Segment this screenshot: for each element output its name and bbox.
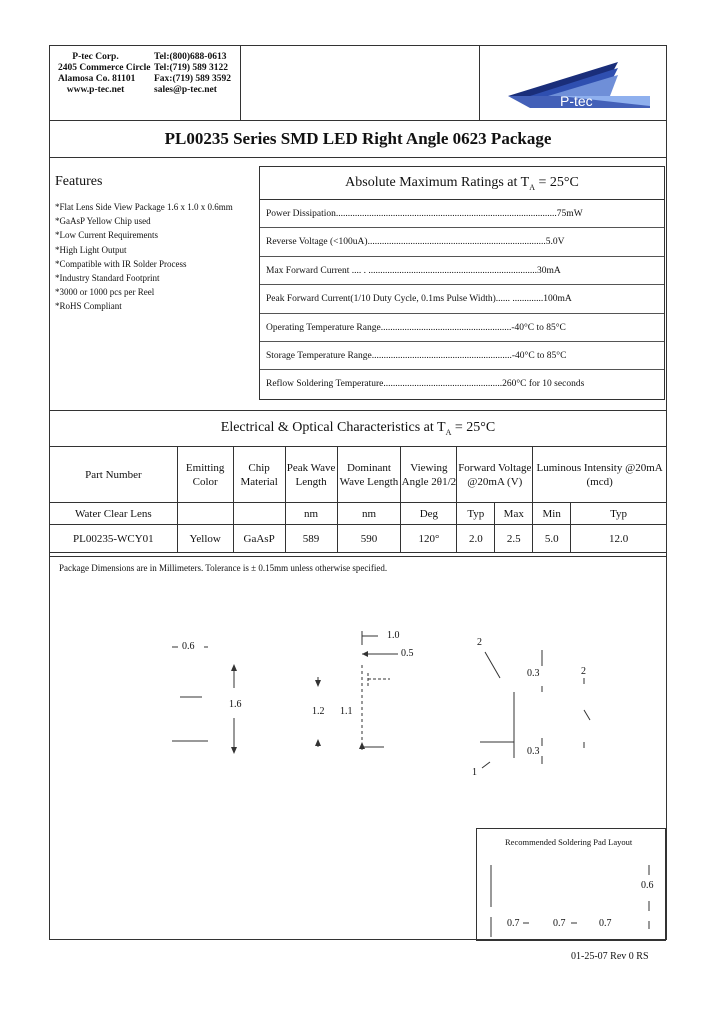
- unit-empty: [177, 503, 233, 525]
- absolute-max-ratings: [259, 166, 665, 400]
- header-divider-right: [479, 45, 480, 120]
- table-header-row: [50, 447, 667, 503]
- feature-item: *Compatible with IR Solder Process: [55, 258, 187, 269]
- cell-viewing: 120°: [401, 525, 457, 553]
- revision-footer: 01-25-07 Rev 0 RS: [571, 951, 649, 962]
- title-divider: [49, 157, 667, 158]
- company-contact: [50, 50, 240, 118]
- unit-dominant: nm: [337, 503, 401, 525]
- pad-dim-w3: 0.7: [599, 918, 612, 929]
- cell-vf-max: 2.5: [495, 525, 533, 553]
- pin-label-1: 1: [472, 767, 477, 778]
- dimension-note: Package Dimensions are in Millimeters. Tolerance is ± 0.15mm unless otherwise specified.: [59, 563, 388, 573]
- side-view-drawing: [300, 625, 430, 760]
- company-fax: Fax:(719) 589 3592: [154, 74, 232, 84]
- unit-peak: nm: [285, 503, 337, 525]
- company-tel2: Tel:(719) 589 3122: [154, 63, 229, 73]
- feature-item: *Low Current Requirements: [55, 230, 158, 241]
- dim-1-2: 1.2: [312, 706, 325, 717]
- cell-iv-min: 5.0: [533, 525, 571, 553]
- dim-0-6: 0.6: [182, 641, 195, 652]
- unit-empty: [233, 503, 285, 525]
- company-address2: Alamosa Co. 81101: [58, 74, 136, 84]
- pin-label-2: 2: [477, 637, 482, 648]
- rating-row: Operating Temperature Range.......................................................-40°C to 85°C: [260, 314, 664, 342]
- page-title: PL00235 Series SMD LED Right Angle 0623 Package: [164, 129, 552, 148]
- rating-row: Storage Temperature Range...........................................................-40°C to 85°C: [260, 342, 664, 370]
- feature-item: *RoHS Compliant: [55, 301, 122, 312]
- feature-item: *GaAsP Yellow Chip used: [55, 216, 151, 227]
- th-dominant: Dominant Wave Length: [337, 447, 401, 503]
- company-name: P-tec Corp.: [72, 52, 119, 62]
- cell-dominant: 590: [337, 525, 401, 553]
- th-color: Emitting Color: [177, 447, 233, 503]
- cell-chip: GaAsP: [233, 525, 285, 553]
- table-bottom-divider: [49, 556, 667, 557]
- th-part: Part Number: [50, 447, 178, 503]
- table-units-row: [50, 503, 667, 525]
- company-email: sales@p-tec.net: [154, 85, 217, 95]
- dim-0-5: 0.5: [401, 648, 414, 659]
- cell-vf-typ: 2.0: [457, 525, 495, 553]
- unit-vf-max: Max: [495, 503, 533, 525]
- pad-dim-w1: 0.7: [507, 918, 520, 929]
- rating-row: Reverse Voltage (<100uA)...........................................................................5.0V: [260, 228, 664, 256]
- unit-viewing: Deg: [401, 503, 457, 525]
- cell-peak: 589: [285, 525, 337, 553]
- table-row: [50, 525, 667, 553]
- dim-1-1: 1.1: [340, 706, 353, 717]
- feature-item: *High Light Output: [55, 244, 127, 255]
- cell-iv-typ: 12.0: [571, 525, 667, 553]
- unit-iv-min: Min: [533, 503, 571, 525]
- logo-text: P-tec: [560, 93, 593, 109]
- top-view-drawing: [460, 630, 610, 780]
- company-web: www.p-tec.net: [66, 85, 125, 95]
- feature-item: *Industry Standard Footprint: [55, 273, 160, 284]
- cell-part: PL00235-WCY01: [50, 525, 178, 553]
- abs-max-heading: Absolute Maximum Ratings at $T_A = 25^\circ C$: [260, 167, 664, 200]
- pad-dim-w2: 0.7: [553, 918, 566, 929]
- electrical-heading: Electrical & Optical Characteristics at $T_A = 25^\circ C$: [220, 420, 496, 437]
- rating-row: Max Forward Current .... . .......................................................................30mA: [260, 257, 664, 285]
- dim-1-6: 1.6: [229, 699, 242, 710]
- electrical-table: [49, 446, 667, 553]
- features-section: [55, 173, 255, 314]
- th-luminous: Luminous Intensity @20mA (mcd): [533, 447, 667, 503]
- feature-item: *Flat Lens Side View Package 1.6 x 1.0 x 0.6mm: [55, 202, 233, 212]
- rating-row: Power Dissipation.............................................................................................75mW: [260, 200, 664, 228]
- dim-0-3-bottom: 0.3: [527, 746, 540, 757]
- features-heading: Features: [55, 174, 103, 189]
- pin-label-2-right: 2: [581, 666, 586, 677]
- dim-1-0: 1.0: [387, 630, 400, 641]
- company-address1: 2405 Commerce Circle: [58, 63, 151, 73]
- ptec-logo: [500, 50, 660, 116]
- unit-vf-typ: Typ: [457, 503, 495, 525]
- pad-layout-heading: Recommended Soldering Pad Layout: [505, 837, 633, 847]
- cell-color: Yellow: [177, 525, 233, 553]
- unit-part: Water Clear Lens: [50, 503, 178, 525]
- th-forward: Forward Voltage @20mA (V): [457, 447, 533, 503]
- company-tel1: Tel:(800)688-0613: [154, 52, 227, 62]
- dim-0-3-top: 0.3: [527, 668, 540, 679]
- pad-dim-height: 0.6: [641, 880, 654, 891]
- unit-iv-typ: Typ: [571, 503, 667, 525]
- th-peak: Peak Wave Length: [285, 447, 337, 503]
- th-viewing: Viewing Angle 2θ1/2: [401, 447, 457, 503]
- feature-item: *3000 or 1000 pcs per Reel: [55, 287, 155, 298]
- th-chip: Chip Material: [233, 447, 285, 503]
- soldering-pad-layout: [476, 828, 666, 941]
- rating-row: Reflow Soldering Temperature..................................................260°C for 10 seconds: [266, 379, 585, 390]
- rating-row: Peak Forward Current(1/10 Duty Cycle, 0.1ms Pulse Width)...... .............100mA: [260, 285, 664, 313]
